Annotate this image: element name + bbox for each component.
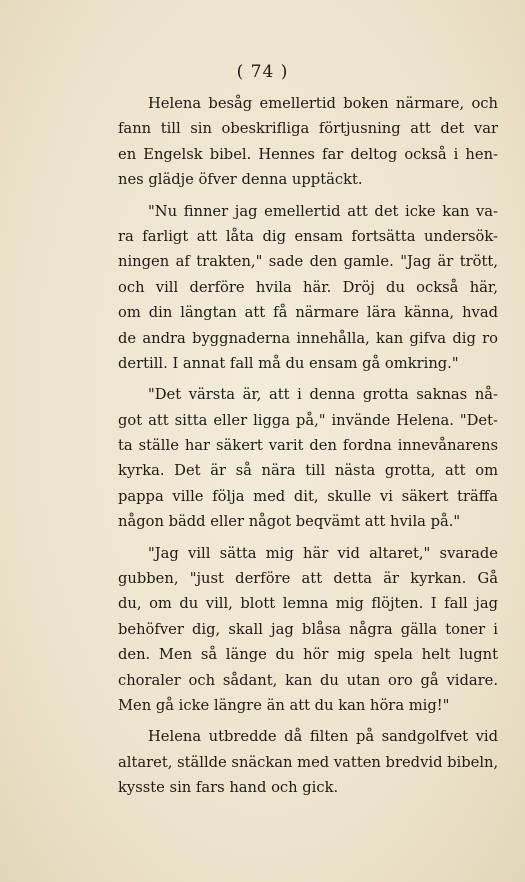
text-line: Helena besåg emellertid boken närmare, och (148, 95, 498, 112)
text-line: och vill derföre hvila här. Dröj du också här, (118, 278, 498, 296)
page-number: ( 74 ) (236, 62, 289, 82)
text-line: "Jag vill sätta mig här vid altaret," svarade (148, 544, 498, 562)
text-line: Men gå icke längre än att du kan höra mig!" (118, 696, 450, 714)
paragraph (118, 199, 498, 377)
paragraph (118, 91, 498, 193)
text-line: pappa ville följa med dit, skulle vi säkert träffa (118, 487, 498, 505)
text-line: någon bädd eller något beqvämt att hvila på." (118, 513, 461, 531)
text-line: en Engelsk bibel. Hennes far deltog också i hen- (118, 145, 498, 163)
paragraph (118, 724, 498, 800)
text-line: got att sitta eller ligga på," invände Helena. "Det- (118, 411, 498, 429)
text-line: gubben, "just derföre att detta är kyrkan. Gå (118, 570, 498, 588)
text-line: om din längtan att få närmare lära känna, hvad (118, 304, 498, 322)
text-line: du, om du vill, blott lemna mig flöjten. I fall jag (118, 595, 498, 613)
text-line: den. Men så länge du hör mig spela helt lugnt (118, 646, 498, 664)
text-line: "Det värsta är, att i denna grotta saknas nå- (148, 386, 498, 404)
text-line: kysste sin fars hand och gick. (118, 779, 339, 797)
text-line: altaret, ställde snäckan med vatten bredvid bibeln, (118, 753, 499, 771)
text-line: choraler och sådant, kan du utan oro gå vidare. (118, 671, 498, 689)
text-line: fann till sin obeskrifliga förtjusning att det var (118, 120, 498, 138)
text-line: Helena utbredde då filten på sandgolfvet vid (148, 728, 498, 746)
text-line: nes glädje öfver denna upptäckt. (118, 171, 363, 189)
paragraph (118, 382, 498, 534)
text-line: ta ställe har säkert varit den fordna innevånarens (118, 437, 498, 455)
text-line: ningen af trakten," sade den gamle. "Jag är trött, (118, 253, 498, 271)
text-line: behöfver dig, skall jag blåsa några gälla toner i (118, 620, 498, 638)
text-line: ra farligt att låta dig ensam fortsätta undersök- (118, 227, 498, 245)
text-line: dertill. I annat fall må du ensam gå omkring." (118, 354, 459, 372)
paragraph (118, 541, 498, 719)
text-line: "Nu finner jag emellertid att det icke kan va- (148, 202, 498, 220)
text-line: de andra byggnaderna innehålla, kan gifva dig ro (118, 329, 498, 347)
body-text (118, 91, 498, 801)
text-line: kyrka. Det är så nära till nästa grotta, att om (118, 462, 498, 480)
